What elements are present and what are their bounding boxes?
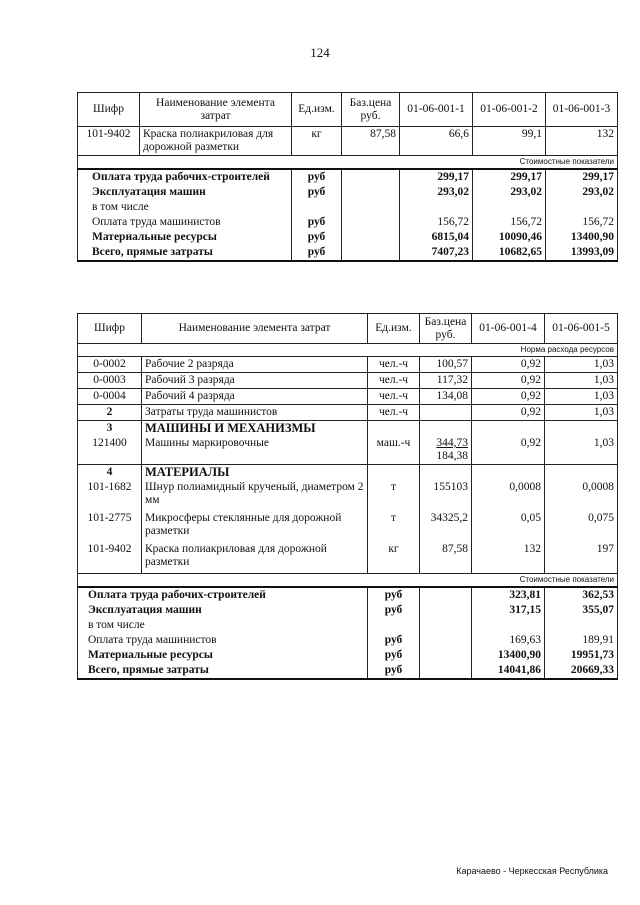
cost-value [545, 618, 618, 633]
cell-value: 0,92 [472, 436, 545, 465]
cell-name: Шнур полиамидный крученый, диаметром 2 мм [142, 480, 368, 511]
cost-row [78, 230, 618, 245]
cost-value [546, 200, 618, 215]
cost-name: Оплата труда машинистов [78, 633, 368, 648]
cost-value [473, 200, 546, 215]
cost-row [78, 185, 618, 200]
labor-rows [78, 357, 618, 405]
cell-value: 1,03 [545, 389, 618, 405]
cost-name: Эксплуатация машин [78, 185, 292, 200]
cell-value: 0,0008 [472, 480, 545, 511]
cost-empty [342, 230, 400, 245]
cost-row [78, 603, 618, 618]
header-code: Шифр [78, 314, 142, 344]
cell-price [420, 436, 472, 465]
cell-price: 87,58 [420, 542, 472, 574]
table-row [78, 436, 618, 465]
cost-empty [342, 185, 400, 200]
cell-code: 101-2775 [78, 511, 142, 542]
cost-empty [420, 633, 472, 648]
cost-value: 156,72 [400, 215, 473, 230]
cost-row [78, 587, 618, 603]
section-heading-row [78, 421, 618, 437]
section-caption: Стоимостные показатели [78, 156, 618, 170]
cell-price: 34325,2 [420, 511, 472, 542]
cell-value: 1,03 [545, 373, 618, 389]
cost-name: Оплата труда машинистов [78, 215, 292, 230]
cost-name: в том числе [78, 200, 292, 215]
cost-value [472, 618, 545, 633]
header-col-3: 01-06-001-3 [546, 93, 618, 127]
cell-name: Рабочие 2 разряда [142, 357, 368, 373]
cell-code: 121400 [78, 436, 142, 465]
cell-unit: чел.-ч [368, 357, 420, 373]
footer-region: Карачаево - Черкесская Республика [456, 866, 608, 876]
header-unit: Ед.изм. [292, 93, 342, 127]
cost-empty [342, 245, 400, 261]
cost-name: в том числе [78, 618, 368, 633]
cost-name: Материальные ресурсы [78, 648, 368, 663]
cell-name: Рабочий 3 разряда [142, 373, 368, 389]
cost-name: Эксплуатация машин [78, 603, 368, 618]
cost-empty [420, 618, 472, 633]
table-row [78, 542, 618, 574]
cost-value: 362,53 [545, 587, 618, 603]
section-number: 3 [78, 421, 142, 437]
cell-unit: чел.-ч [368, 405, 420, 421]
rates-table-1 [77, 92, 618, 262]
cost-unit: руб [292, 169, 342, 185]
cell-code: 0-0002 [78, 357, 142, 373]
header-name: Наименование элемента затрат [142, 314, 368, 344]
cost-value: 156,72 [546, 215, 618, 230]
section-title: МАШИНЫ И МЕХАНИЗМЫ [142, 421, 368, 437]
cell-value: 0,92 [472, 389, 545, 405]
cost-row [78, 169, 618, 185]
cell-name: Затраты труда машинистов [142, 405, 368, 421]
cost-empty [342, 215, 400, 230]
cost-unit: руб [368, 587, 420, 603]
header-price: Баз.цена руб. [342, 93, 400, 127]
cost-value: 299,17 [546, 169, 618, 185]
section-caption: Норма расхода ресурсов [78, 344, 618, 357]
cost-unit: руб [368, 663, 420, 679]
cost-unit: руб [368, 648, 420, 663]
cell-code: 0-0003 [78, 373, 142, 389]
cell-price: 134,08 [420, 389, 472, 405]
cell-name: Краска полиакриловая для дорожной разметки [140, 127, 292, 156]
cost-value: 169,63 [472, 633, 545, 648]
cell-value: 1,03 [545, 405, 618, 421]
cell-value: 1,03 [545, 436, 618, 465]
table-row [78, 373, 618, 389]
cell-value: 0,92 [472, 373, 545, 389]
cell-unit: т [368, 511, 420, 542]
cost-value: 14041,86 [472, 663, 545, 679]
table2-header-row [78, 314, 618, 344]
cell-value: 197 [545, 542, 618, 574]
cell-value: 99,1 [473, 127, 546, 156]
header-col-4: 01-06-001-4 [472, 314, 545, 344]
cell-price: 87,58 [342, 127, 400, 156]
cost-value: 19951,73 [545, 648, 618, 663]
cell-value: 66,6 [400, 127, 473, 156]
cost-value: 299,17 [400, 169, 473, 185]
header-col-1: 01-06-001-1 [400, 93, 473, 127]
table-row [78, 127, 618, 156]
cost-unit [292, 200, 342, 215]
cost-row [78, 245, 618, 261]
cost-value: 189,91 [545, 633, 618, 648]
cost-rows [78, 587, 618, 679]
cost-row [78, 200, 618, 215]
header-col-2: 01-06-001-2 [473, 93, 546, 127]
rates-table-2 [77, 313, 618, 680]
price-top: 344,73 [436, 437, 468, 449]
cell-value: 0,92 [472, 405, 545, 421]
cost-value: 293,02 [400, 185, 473, 200]
cell-code: 2 [78, 405, 142, 421]
cell-unit: кг [368, 542, 420, 574]
cost-value: 293,02 [546, 185, 618, 200]
cost-row [78, 648, 618, 663]
cost-value: 10090,46 [473, 230, 546, 245]
cell-unit: маш.-ч [368, 436, 420, 465]
cell-value: 0,0008 [545, 480, 618, 511]
cell-price: 100,57 [420, 357, 472, 373]
cost-value: 7407,23 [400, 245, 473, 261]
header-name: Наименование элемента затрат [140, 93, 292, 127]
cost-row [78, 618, 618, 633]
table-row [78, 389, 618, 405]
material-rows [78, 480, 618, 574]
section-caption-row [78, 156, 618, 170]
cell-code: 0-0004 [78, 389, 142, 405]
table-row [78, 357, 618, 373]
cost-name: Материальные ресурсы [78, 230, 292, 245]
cost-empty [420, 663, 472, 679]
cost-name: Всего, прямые затраты [78, 245, 292, 261]
cost-row [78, 215, 618, 230]
cell-unit: т [368, 480, 420, 511]
cost-value: 10682,65 [473, 245, 546, 261]
cost-rows [78, 169, 618, 261]
cost-unit: руб [292, 215, 342, 230]
cost-unit: руб [368, 603, 420, 618]
table-row [78, 480, 618, 511]
header-code: Шифр [78, 93, 140, 127]
cell-code: 101-9402 [78, 127, 140, 156]
table-row [78, 511, 618, 542]
cell-name: Краска полиакриловая для дорожной разметки [142, 542, 368, 574]
section-caption-row [78, 574, 618, 588]
header-col-5: 01-06-001-5 [545, 314, 618, 344]
cell-value: 132 [546, 127, 618, 156]
cell-value: 0,05 [472, 511, 545, 542]
cell-unit: чел.-ч [368, 389, 420, 405]
cost-value: 299,17 [473, 169, 546, 185]
cell-price: 155103 [420, 480, 472, 511]
cost-value: 355,07 [545, 603, 618, 618]
cost-value: 13993,09 [546, 245, 618, 261]
cost-empty [342, 200, 400, 215]
table-row [78, 405, 618, 421]
cell-name: Микросферы стеклянные для дорожной разметки [142, 511, 368, 542]
cost-empty [342, 169, 400, 185]
cost-value: 317,15 [472, 603, 545, 618]
price-bottom: 184,38 [436, 450, 468, 462]
cost-empty [420, 603, 472, 618]
cost-unit: руб [292, 245, 342, 261]
cell-value: 132 [472, 542, 545, 574]
cell-price [420, 405, 472, 421]
cost-value: 293,02 [473, 185, 546, 200]
cell-unit: чел.-ч [368, 373, 420, 389]
cost-empty [420, 587, 472, 603]
section-number: 4 [78, 465, 142, 481]
cell-name: Рабочий 4 разряда [142, 389, 368, 405]
cell-value: 0,92 [472, 357, 545, 373]
cost-row [78, 633, 618, 648]
cell-unit: кг [292, 127, 342, 156]
table1-header-row [78, 93, 618, 127]
cost-unit: руб [292, 185, 342, 200]
header-price: Баз.цена руб. [420, 314, 472, 344]
cell-price: 117,32 [420, 373, 472, 389]
cost-name: Оплата труда рабочих-строителей [78, 587, 368, 603]
cost-value: 156,72 [473, 215, 546, 230]
cost-value [400, 200, 473, 215]
cost-unit [368, 618, 420, 633]
section-caption: Стоимостные показатели [78, 574, 618, 588]
cost-unit: руб [368, 633, 420, 648]
page-number: 124 [310, 45, 330, 60]
cost-name: Всего, прямые затраты [78, 663, 368, 679]
section-caption-row [78, 344, 618, 357]
cost-empty [420, 648, 472, 663]
cell-code: 101-9402 [78, 542, 142, 574]
cost-value: 13400,90 [546, 230, 618, 245]
header-unit: Ед.изм. [368, 314, 420, 344]
cost-value: 20669,33 [545, 663, 618, 679]
section-heading-row [78, 465, 618, 481]
cost-value: 13400,90 [472, 648, 545, 663]
cell-value: 0,075 [545, 511, 618, 542]
cell-value: 1,03 [545, 357, 618, 373]
cost-name: Оплата труда рабочих-строителей [78, 169, 292, 185]
cell-name: Машины маркировочные [142, 436, 368, 465]
cost-row [78, 663, 618, 679]
section-title: МАТЕРИАЛЫ [142, 465, 368, 481]
cost-unit: руб [292, 230, 342, 245]
cell-code: 101-1682 [78, 480, 142, 511]
cost-value: 6815,04 [400, 230, 473, 245]
cost-value: 323,81 [472, 587, 545, 603]
